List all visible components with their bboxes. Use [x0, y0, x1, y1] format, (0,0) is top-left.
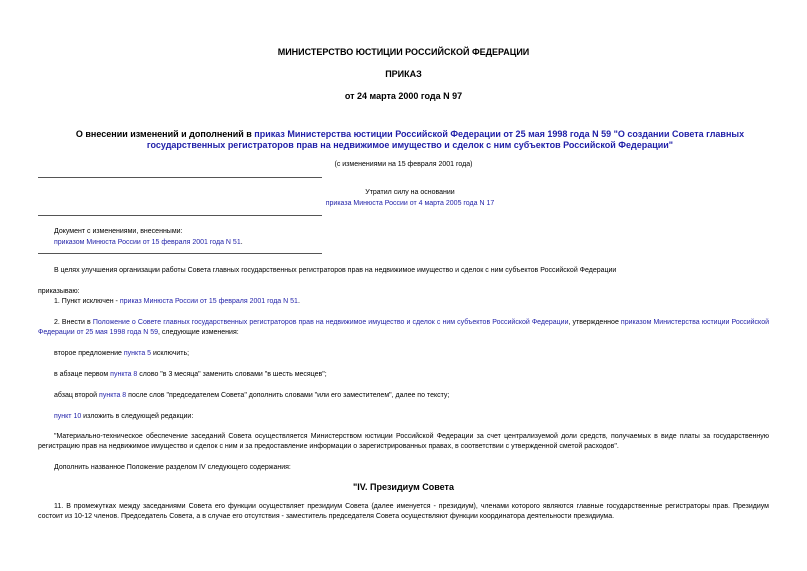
paragraph-11: 11. В промежутках между заседаниями Совета его функции осуществляет президиум Совета (далее именуется - президиум), членами которого являются главные государственные регистраторы прав. Президиум состоит из 10-12 членов. Председатель Совета, а в случае его отсутствия - заместитель председателя Совета осуществляют функции координатора деятельности президиума.: [38, 503, 769, 520]
divider: [38, 215, 322, 216]
change-4: пункт 10 изложить в следующей редакции:: [54, 413, 194, 420]
divider: [38, 253, 322, 254]
lost-force-link[interactable]: приказа Минюста России от 4 марта 2005 года N 17: [325, 200, 495, 207]
ministry-heading: МИНИСТЕРСТВО ЮСТИЦИИ РОССИЙСКОЙ ФЕДЕРАЦИИ: [277, 47, 530, 57]
divider: [38, 177, 322, 178]
change-1: второе предложение пункта 5 исключить;: [54, 350, 190, 357]
revision-note: (с изменениями на 15 февраля 2001 года): [334, 161, 473, 168]
doc-type-heading: ПРИКАЗ: [385, 69, 422, 79]
change-2-link[interactable]: пункта 8: [110, 371, 138, 378]
change-4-link[interactable]: пункт 10: [54, 413, 82, 420]
item-2-link-regulation[interactable]: Положение о Совете главных государственных регистраторов прав на недвижимое имущество и сделок с ним субъектов Российской Федерации: [92, 319, 569, 326]
doc-changes-link[interactable]: приказом Минюста России от 15 февраля 2001 года N 51: [54, 239, 241, 246]
item-2: 2. Внести в Положение о Совете главных государственных регистраторов прав на недвижимое имущество и сделок с ним субъектов Российской Федерации, утвержденное приказом Министерства юстиции Российской Федерации от 25 мая 1998 года N 59, следующие изменения:: [38, 319, 770, 336]
change-1-link[interactable]: пункта 5: [123, 350, 152, 357]
change-3: абзац второй пункта 8 после слов "председателем Совета" дополнить словами "или его заместителем", далее по тексту;: [54, 392, 450, 399]
quote-paragraph: "Материально-техническое обеспечение заседаний Совета осуществляется Министерством юстиции Российской Федерации за счет централизуемой доли средств, получаемых в виде платы за государственную регистрацию прав на недвижимое имущество и сделок с ним и за предоставление информации о зарегистрированных правах, в соответствии с утвержденной сметой расходов".: [38, 433, 769, 450]
doc-date: от 24 марта 2000 года N 97: [344, 91, 463, 101]
lost-force-text: Утратил силу на основании: [365, 189, 455, 196]
doc-changes-line: приказом Минюста России от 15 февраля 2001 года N 51.: [54, 239, 243, 246]
paragraph-intro: В целях улучшения организации работы Совета главных государственных регистраторов прав на недвижимое имущество и сделок с ним субъектов Российской Федерации: [54, 267, 617, 274]
change-3-link[interactable]: пункта 8: [99, 392, 127, 399]
supplement-paragraph: Дополнить названное Положение разделом IV следующего содержания:: [54, 464, 291, 471]
item-1: 1. Пункт исключен - приказ Минюста России от 15 февраля 2001 года N 51.: [54, 298, 300, 305]
title-prefix: О внесении изменений и дополнений в: [75, 129, 255, 139]
document-title: [60, 129, 760, 151]
doc-changes-text: Документ с изменениями, внесенными:: [54, 228, 183, 235]
item-1-link[interactable]: приказ Минюста России от 15 февраля 2001 года N 51: [119, 298, 298, 305]
change-2: в абзаце первом пункта 8 слово "в 3 месяца" заменить словами "в шесть месяцев";: [54, 371, 327, 378]
item-2-link-order[interactable]: приказом Министерства юстиции Российской Федерации от 25 мая 1998 года N 59: [38, 319, 770, 336]
paragraph-order: приказываю:: [38, 288, 80, 295]
title-link[interactable]: приказ Министерства юстиции Российской Федерации от 25 мая 1998 года N 59 "О создании Совета главных государственных регистраторов прав на недвижимое имущество и сделок с ним субъектов Российской Федерации": [146, 129, 745, 150]
section-title: "IV. Президиум Совета: [353, 482, 454, 492]
